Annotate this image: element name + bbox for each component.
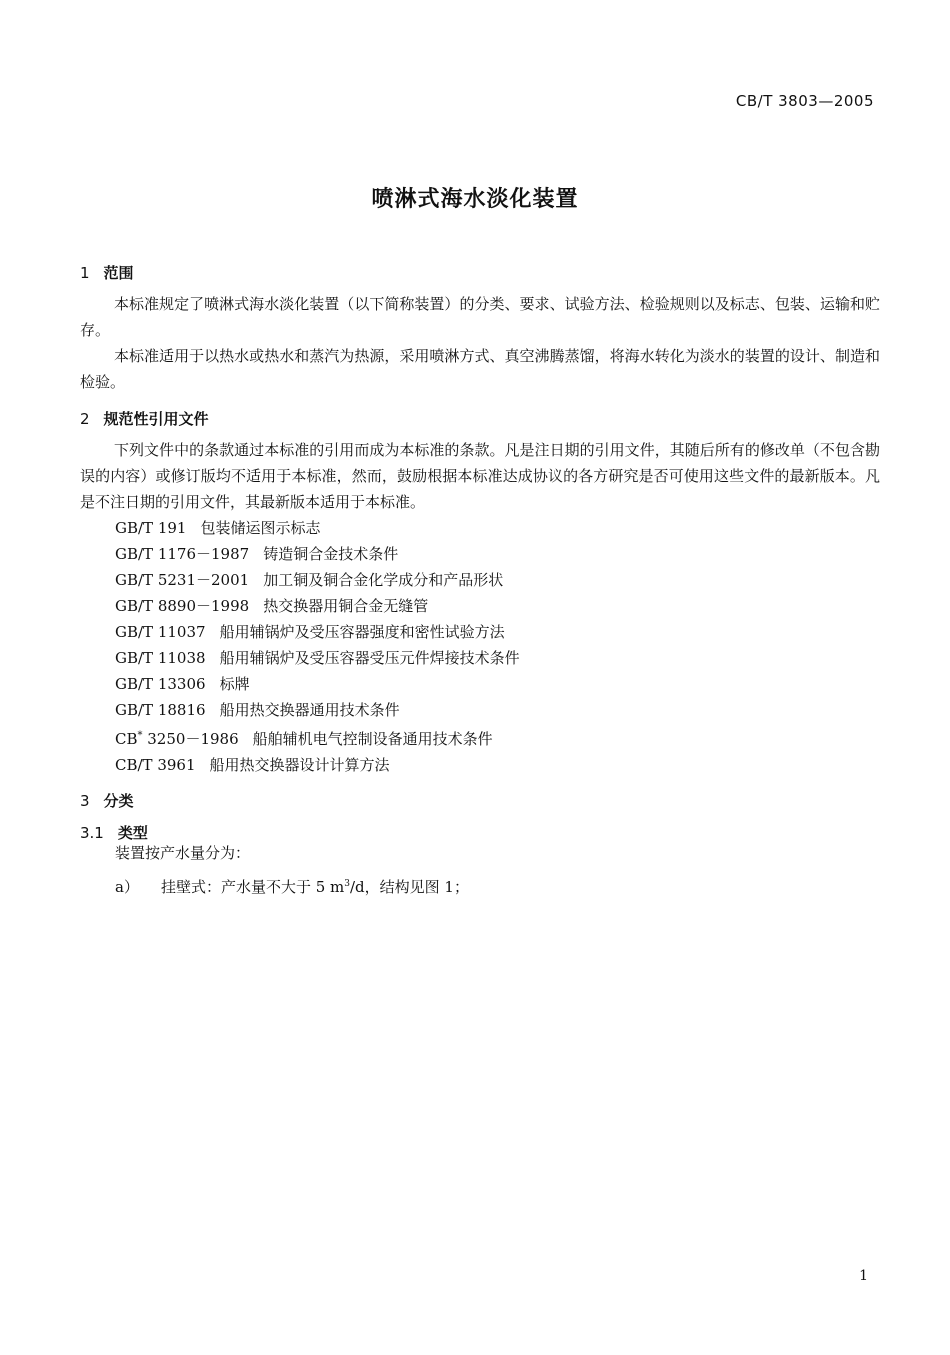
section-2-heading <box>80 408 209 429</box>
reference-code: GB/T 11038 <box>115 649 206 667</box>
subsection-number: 3.1 <box>80 824 104 842</box>
reference-code: GB/T 11037 <box>115 623 206 641</box>
normative-references-list <box>115 515 520 778</box>
section-title: 范围 <box>103 264 134 282</box>
reference-title: 包装储运图示标志 <box>200 519 321 537</box>
reference-item <box>115 671 520 697</box>
reference-title: 标牌 <box>219 675 250 693</box>
reference-item <box>115 645 520 671</box>
reference-item <box>115 593 520 619</box>
reference-code: GB/T 13306 <box>115 675 206 693</box>
section-3-heading <box>80 790 134 811</box>
type-list-item-a <box>115 871 469 900</box>
section-number: 1 <box>80 264 90 282</box>
reference-code-prefix: CB <box>115 730 138 748</box>
item-superscript: 3 <box>344 879 350 889</box>
reference-item <box>115 619 520 645</box>
reference-code-asterisk: * <box>137 730 143 741</box>
reference-code <box>115 730 239 748</box>
reference-item <box>115 697 520 723</box>
list-marker: a） <box>115 878 139 896</box>
reference-code: GB/T 191 <box>115 519 187 537</box>
standard-code: CB/T 3803—2005 <box>735 92 874 110</box>
reference-code: GB/T 8890－1998 <box>115 597 250 615</box>
reference-code-suffix: 3250－1986 <box>142 730 239 748</box>
item-text: 挂壁式：产水量不大于 5 m <box>160 878 345 896</box>
reference-code: GB/T 18816 <box>115 701 206 719</box>
item-text-end: /d，结构见图 1； <box>350 878 469 896</box>
reference-title: 热交换器用铜合金无缝管 <box>263 597 429 615</box>
reference-item <box>115 515 520 541</box>
reference-code: GB/T 1176－1987 <box>115 545 250 563</box>
reference-title: 船舶辅机电气控制设备通用技术条件 <box>252 730 493 748</box>
section-1-paragraph-2: 本标准适用于以热水或热水和蒸汽为热源，采用喷淋方式、真空沸腾蒸馏，将海水转化为淡水的装置的设计、制造和检验。 <box>80 347 880 391</box>
section-number: 2 <box>80 410 90 428</box>
reference-title: 加工铜及铜合金化学成分和产品形状 <box>263 571 504 589</box>
section-1-paragraph-1: 本标准规定了喷淋式海水淡化装置（以下简称装置）的分类、要求、试验方法、检验规则以及标志、包装、运输和贮存。 <box>80 295 880 339</box>
reference-title: 铸造铜合金技术条件 <box>263 545 399 563</box>
page-number: 1 <box>859 1268 868 1284</box>
section-number: 3 <box>80 792 90 810</box>
section-3-1-intro: 装置按产水量分为： <box>115 844 251 862</box>
reference-title: 船用辅锅炉及受压容器受压元件焊接技术条件 <box>219 649 520 667</box>
section-1-heading <box>80 262 134 283</box>
reference-title: 船用热交换器设计计算方法 <box>209 756 390 774</box>
reference-item <box>115 752 520 778</box>
reference-item <box>115 567 520 593</box>
reference-title: 船用热交换器通用技术条件 <box>219 701 400 719</box>
reference-code: CB/T 3961 <box>115 756 196 774</box>
reference-item <box>115 541 520 567</box>
reference-title: 船用辅锅炉及受压容器强度和密性试验方法 <box>219 623 505 641</box>
section-title: 分类 <box>103 792 134 810</box>
document-title: 喷淋式海水淡化装置 <box>371 187 579 212</box>
reference-code: GB/T 5231－2001 <box>115 571 250 589</box>
section-2-paragraph-1: 下列文件中的条款通过本标准的引用而成为本标准的条款。凡是注日期的引用文件，其随后所有的修改单（不包含勘误的内容）或修订版均不适用于本标准，然而，鼓励根据本标准达成协议的各方研究是否可使用这些文件的最新版本。凡是不注日期的引用文件，其最新版本适用于本标准。 <box>80 441 880 511</box>
section-title: 规范性引用文件 <box>103 410 209 428</box>
reference-item <box>115 723 520 752</box>
subsection-title: 类型 <box>117 824 148 842</box>
